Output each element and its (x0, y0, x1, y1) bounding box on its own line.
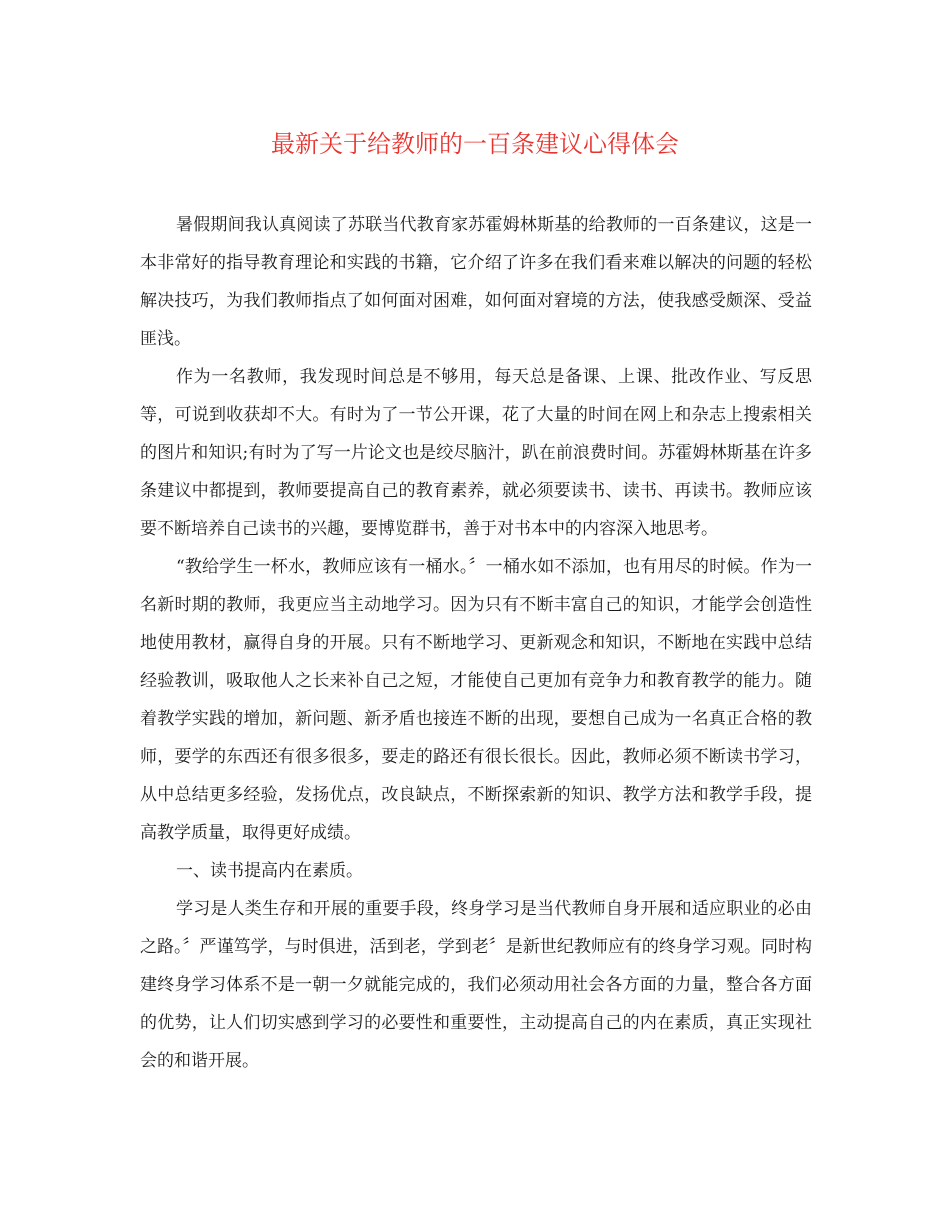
document-title: 最新关于给教师的一百条建议心得体会 (271, 130, 679, 158)
paragraph: 暑假期间我认真阅读了苏联当代教育家苏霍姆林斯基的给教师的一百条建议，这是一本非常好的指导教育理论和实践的书籍，它介绍了许多在我们看来难以解决的问题的轻松解决技巧，为我们教师指点了如何面对困难，如何面对窘境的方法，使我感受颇深、受益匪浅。 (140, 215, 812, 349)
section-heading: 一、读书提高内在素质。 (176, 861, 363, 881)
paragraph: 作为一名教师，我发现时间总是不够用，每天总是备课、上课、批改作业、写反思等，可说到收获却不大。有时为了一节公开课，花了大量的时间在网上和杂志上搜索相关的图片和知识;有时为了写一片论文也是绞尽脑汁，趴在前浪费时间。苏霍姆林斯基在许多条建议中都提到，教师要提高自己的教育素养，就必须要读书、读书、再读书。教师应该要不断培养自己读书的兴趣，要博览群书，善于对书本中的内容深入地思考。 (140, 367, 812, 539)
paragraph: 学习是人类生存和开展的重要手段，终身学习是当代教师自身开展和适应职业的必由之路。〞严谨笃学，与时俱进，活到老，学到老〞是新世纪教师应有的终身学习观。同时构建终身学习体系不是一朝一夕就能完成的，我们必须动用社会各方面的力量，整合各方面的优势，让人们切实感到学习的必要性和重要性，主动提高自己的内在素质，真正实现社会的和谐开展。 (140, 899, 812, 1071)
paragraph: “教给学生一杯水，教师应该有一桶水。〞一桶水如不添加，也有用尽的时候。作为一名新时期的教师，我更应当主动地学习。因为只有不断丰富自己的知识，才能学会创造性地使用教材，赢得自身的开展。只有不断地学习、更新观念和知识，不断地在实践中总结经验教训，吸取他人之长来补自己之短，才能使自己更加有竞争力和教育教学的能力。随着教学实践的增加，新问题、新矛盾也接连不断的出现，要想自己成为一名真正合格的教师，要学的东西还有很多很多，要走的路还有很长很长。因此，教师必须不断读书学习，从中总结更多经验，发扬优点，改良缺点，不断探索新的知识、教学方法和教学手段，提高教学质量，取得更好成绩。 (140, 557, 812, 843)
document-body (140, 206, 812, 1080)
